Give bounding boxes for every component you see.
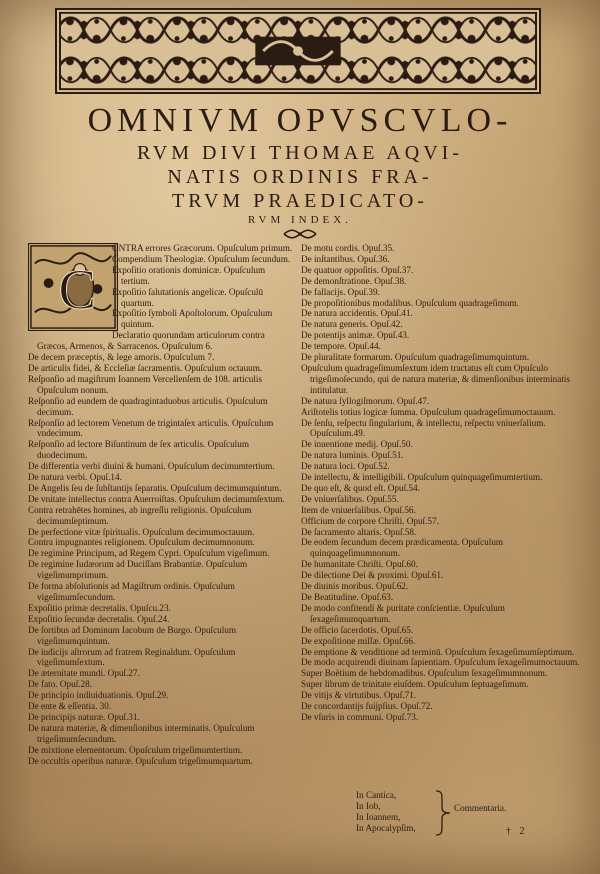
title-line-4: TRVM PRAEDICATO- — [172, 190, 428, 212]
list-item: De natura generis. Opuſ.42. — [301, 319, 403, 330]
list-item: De eodem ſecundum decem prædicamenta. Opuſculum quinquageſimumnonum. — [301, 537, 504, 559]
index-column-left — [28, 243, 294, 767]
list-item: Contra impugnantes religionem. Opuſculum decimumnonum. — [28, 537, 255, 548]
list-item: De expoſitione miſſæ. Opuſ.66. — [301, 635, 416, 646]
list-item: De regimine Principum, ad Regem Cypri. Opuſculum vigeſimum. — [28, 548, 270, 559]
list-item: De æternitate mundi. Opuſ.27. — [28, 668, 140, 679]
list-item: De Beatitudine. Opuſ.63. — [301, 592, 394, 602]
commentaria-item: In Iob, — [356, 801, 381, 811]
commentaria-list — [356, 790, 416, 834]
list-item: De quo eſt, & quod eſt. Opuſ.54. — [301, 482, 420, 493]
list-item: Super librum de trinitate eiuſdem. Opuſculum ſeptuageſimum. — [301, 679, 529, 690]
list-item: Expoſitio ſalutationis angelicæ. Opuſculū quartum. — [112, 286, 264, 308]
list-item: De modo acquirendi diuinam ſapientiam. Opuſculum ſexageſimumoctauum. — [301, 657, 580, 668]
list-item: De regimine Iudæorum ad Duciſſam Brabantiæ. Opuſculum vigeſimumprimum. — [28, 559, 248, 581]
list-item: De iudicijs aſtrorum ad fratrem Reginaldum. Opuſculum vigeſimumſextum. — [28, 646, 236, 668]
list-item: De fallacijs. Opuſ.39. — [301, 286, 380, 297]
signature-mark: † 2 — [506, 826, 528, 837]
list-item: Reſponſio ad lectore Biſuntinum de ſex articulis. Opuſculum duodecimum. — [28, 439, 249, 461]
list-item: De natura luminis. Opuſ.51. — [301, 450, 404, 461]
list-item: De potentijs animæ. Opuſ.43. — [301, 330, 410, 341]
list-item: Ariſtotelis totius logicæ ſumma. Opuſculum quadrageſimumoctauum. — [301, 406, 556, 417]
list-item: Compendium Theologiæ. Opuſculum ſecundum. — [112, 253, 291, 264]
list-item: De demonſtratione. Opuſ.38. — [301, 275, 407, 286]
list-item: De natura verbi. Opuſ.14. — [28, 472, 122, 483]
commentaria-label: Commentaria. — [454, 803, 507, 813]
historiated-initial-c — [28, 243, 118, 331]
list-item: De intellectu, & intelligibili. Opuſculum quinquageſimumtertium. — [301, 472, 543, 483]
list-item: De vſuris in communi. Opuſ.73. — [301, 711, 419, 722]
commentaria-group — [356, 790, 596, 836]
list-item: De propoſitionibus modalibus. Opuſculum quadrageſimum. — [301, 297, 519, 308]
list-item: De vitijs & virtutibus. Opuſ.71. — [301, 690, 417, 701]
list-item: De quatuor oppoſitis. Opuſ.37. — [301, 264, 414, 275]
list-item: De pluralitate formarum. Opuſculum quadrageſimumquintum. — [301, 352, 530, 363]
list-item: De occultis operibus naturæ. Opuſculum trigeſimumquartum. — [28, 755, 253, 766]
list-item: Reſponſio ad lectorem Venetum de trigintaſex articulis. Opuſculum vndecimum. — [28, 417, 274, 439]
list-item: De officio ſacerdotis. Opuſ.65. — [301, 624, 414, 635]
list-item: De articulis fidei, & Eccleſiæ ſacramentis. Opuſculum octauum. — [28, 362, 263, 373]
fleuron-ornament-icon — [282, 229, 318, 239]
list-item: De dilectione Dei & proximi. Opuſ.61. — [301, 570, 444, 581]
list-item: De ente & eſſentia. 30. — [28, 701, 112, 712]
list-item: De emptione & venditione ad terminū. Opuſculum ſexageſimumſeptimum. — [301, 646, 575, 657]
list-item: Expoſitio ſecundæ decretalis. Opuſ.24. — [28, 613, 170, 624]
list-item: De diuinis moribus. Opuſ.62. — [301, 581, 409, 592]
list-item: Expoſitio ſymboli Apoſtolorum. Opuſculum quintum. — [112, 308, 273, 330]
commentaria-item: In Cantica, — [356, 790, 397, 800]
list-item: De concordantijs ſuijpſius. Opuſ.72. — [301, 701, 433, 712]
list-item: De motu cordis. Opuſ.35. — [301, 243, 395, 253]
list-item: ONTRA errores Græcorum. Opuſculum primum. — [112, 243, 293, 253]
list-item: De natura accidentis. Opuſ.41. — [301, 308, 413, 319]
list-item: De fato. Opuſ.28. — [28, 679, 93, 690]
list-item: De inſtantibus. Opuſ.36. — [301, 253, 390, 264]
title-line-1: OMNIVM OPVSCVLO- — [87, 102, 513, 139]
list-item: Reſponſio ad magiſtrum Ioannem Vercellenſem de 108. articulis Opuſculum nonum. — [28, 373, 263, 395]
list-item: De principijs naturæ. Opuſ.31. — [28, 711, 140, 722]
list-item: Item de vniuerſalibus. Opuſ.56. — [301, 504, 416, 515]
list-item: De inuentione medij. Opuſ.50. — [301, 439, 413, 450]
list-item: De ſortibus ad Dominum Iacobum de Burgo. Opuſculum vigeſimumquintum. — [28, 624, 237, 646]
list-item: Expoſitio orationis dominicæ. Opuſculum tertium. — [112, 264, 266, 286]
list-item: Contra retrahētes homines, ab ingreſſu religionis. Opuſculum decimumſeptimum. — [28, 504, 252, 526]
list-item: De differentia verbi diuini & humani. Opuſculum decimumtertium. — [28, 461, 275, 472]
list-item: De tempore. Opuſ.44. — [301, 341, 381, 352]
list-item: Super Boëtium de hebdomadibus. Opuſculum ſexageſimumnonum. — [301, 668, 548, 679]
list-item: De Angelis ſeu de ſubſtantijs ſeparatis. Opuſculum decimumquintum. — [28, 482, 282, 493]
list-item: De vnitate intellectus contra Auerroiſtas. Opuſculum decimumſextum. — [28, 493, 285, 504]
list-item: De vniuerſalibus. Opuſ.55. — [301, 493, 399, 504]
list-item: De ſacramento altaris. Opuſ.58. — [301, 526, 417, 537]
list-item: Declaratio quorundam articulorum contra Græcos, Armenos, & Sarracenos. Opuſculum 6. — [37, 330, 265, 352]
title-line-2: RVM DIVI THOMAE AQVI- — [137, 142, 463, 164]
list-item: De humanitate Chriſti. Opuſ.60. — [301, 559, 418, 570]
list-item: De forma abſolutionis ad Magiſtrum ordinis. Opuſculum vigeſimumſecundum. — [28, 581, 235, 602]
list-item: De ſenſu, reſpectu ſingularium, & intellectu, reſpectu vniuerſalium. Opuſculum.49. — [301, 417, 546, 439]
initial-letter-glyph: C — [58, 258, 97, 322]
list-item: De mixtione elementorum. Opuſculum trigeſimumtertium. — [28, 744, 243, 755]
title-line-5: RVM INDEX. — [248, 214, 352, 226]
list-item: Officium de corpore Chriſti. Opuſ.57. — [301, 515, 439, 526]
list-item: De natura loci. Opuſ.52. — [301, 461, 390, 472]
list-item: Expoſitio primæ decretalis. Opuſcu.23. — [28, 602, 171, 613]
list-item: Opuſculum quadrageſimumſextum idem tractatus eſt cum Opuſculo trigeſimoſecundo, qui de natura materiæ, & dimenſionibus interminatis intitulatur. — [301, 362, 571, 395]
curly-brace-icon — [434, 790, 452, 836]
commentaria-item: In Apocalypſim, — [356, 823, 416, 833]
list-item: De decem præceptis, & lege amoris. Opuſculum 7. — [28, 352, 215, 363]
index-column-right — [301, 243, 581, 723]
list-item: De natura ſyllogiſmorum. Opuſ.47. — [301, 395, 430, 406]
list-item: De perfectione vitæ ſpiritualis. Opuſculum decimumoctauum. — [28, 526, 255, 537]
list-item: De natura materiæ, & dimenſionibus interminatis. Opuſculum trigeſimumſecundum. — [28, 722, 255, 744]
commentaria-item: In Ioannem, — [356, 812, 401, 822]
list-item: De principio indiuiduationis. Opuſ.29. — [28, 690, 169, 701]
list-item: De modo confitendi & puritate conſcientiæ. Opuſculum ſexageſimumquartum. — [301, 602, 505, 624]
title-line-3: NATIS ORDINIS FRA- — [167, 166, 433, 188]
ornamental-headpiece — [55, 8, 541, 94]
list-item: Reſponſio ad eundem de quadragintaduobus articulis. Opuſculum decimum. — [28, 395, 268, 417]
